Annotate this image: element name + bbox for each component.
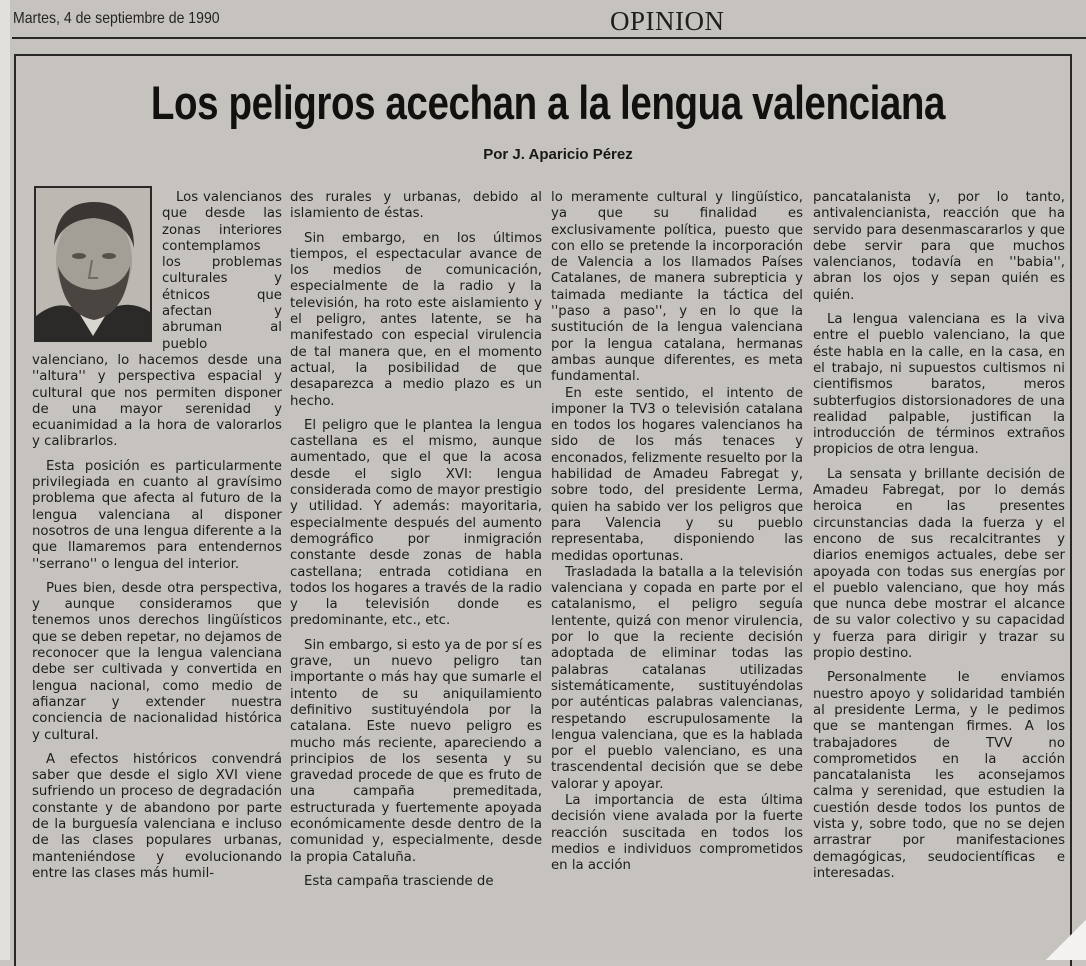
paragraph: A efectos históricos convendrá saber que desde el siglo XVI viene sufriendo un proceso de degradación constante y de abandono por parte de la burguesía valenciana e incluso de las clases populares urbanas, manteniéndose y evolucionando entre las clases más humil- [32,751,282,881]
torn-corner [1046,920,1086,960]
article-column-2 [290,190,542,898]
article-column-1 [32,190,282,890]
paragraph: La lengua valenciana es la viva entre el pueblo valenciano, la que éste habla en la calle, en la casa, en el trabajo, ni supuestos cultismos ni cientifismos baratos, meros subterfugios distorsionadores de una realidad palpable, justifican la introducción de términos extraños propicios de otra lengua. [813,312,1065,458]
dateline: Martes, 4 de septiembre de 1990 [13,10,220,27]
author-portrait-icon [34,186,152,342]
headline: Los peligros acechan a la lengua valenciana [150,76,946,129]
byline: Por J. Aparicio Pérez [483,146,633,163]
paragraph: Sin embargo, en los últimos tiempos, el espectacular avance de los medios de comunicación, especialmente de la radio y la televisión, ha roto este aislamiento y el peligro, antes latente, se ha manifestado con especial virulencia de tal manera que, en el momento actual, la posibilidad de que desaparezca a medio plazo es un hecho. [290,230,542,409]
section-title: OPINION [610,6,725,36]
paragraph: pancatalanista y, por lo tanto, antivalencianista, reacción que ha servido para desenmascararlos y que debe servir para que muchos valencianos, todavía en ''babia'', abran los ojos y sepan quién es quién. [813,190,1065,303]
paragraph: La importancia de esta última decisión viene avalada por la fuerte reacción suscitada en todos los medios e individuos comprometidos en la acción [551,792,803,874]
paragraph: Personalmente le enviamos nuestro apoyo y solidaridad también al presidente Lerma, y le pedimos que se mantengan firmes. A los trabajadores de TVV no comprometidos en la acción pancatalanista les aconsejamos calma y serenidad, que estudien la cuestión desde todos los puntos de vista y, sobre todo, que no se dejen arrastrar por manifestaciones demagógicas, seudocientíficas e interesadas. [813,670,1065,881]
paragraph: En este sentido, el intento de imponer la TV3 o televisión catalana en todos los hogares valencianos ha sido de los más tenaces y enconados, felizmente resuelto por la habilidad de Amadeu Fabregat y, sobre todo, del presidente Lerma, quien ha sabido ver los peligros que para Valencia y su pueblo representaba, disponiendo las medidas oportunas. [551,385,803,564]
paragraph: Sin embargo, si esto ya de por sí es grave, un nuevo peligro tan importante o más hay que sumarle el intento de su aniquilamiento definitivo sustituyéndola por la catalana. Este nuevo peligro es mucho más reciente, apareciendo a principios de los sesenta y su gravedad procede de que es fruto de una campaña premeditada, estructurada y fuertemente apoyada económicamente desde dentro de la comunidad y, especialmente, desde la propia Cataluña. [290,637,542,865]
header-rule [12,37,1086,39]
paragraph: La sensata y brillante decisión de Amadeu Fabregat, por lo demás heroica en las presentes circunstancias dada la fuerza y el encono de sus recalcitrantes y diarios enemigos actuales, debe ser apoyada con todas sus energías por el pueblo valenciano, que hoy más que nunca debe mostrar el alcance de su valor colectivo y su capacidad y fuerza para dirigir y trazar su propio destino. [813,466,1065,662]
paragraph: Los valencianos que desde las zonas interiores contemplamos los problemas culturales y étnicos que afectan y abruman al pueblo valenciano, lo hacemos desde una ''altura'' y perspectiva espacial y cultural que nos permiten disponer de una mayor serenidad y ecuanimidad a la hora de valorarlos y calibrarlos. [32,190,282,450]
paragraph: des rurales y urbanas, debido al islamiento de éstas. [290,190,542,222]
article-column-3 [551,190,803,874]
paragraph: Trasladada la batalla a la televisión valenciana y copada en parte por el catalanismo, el peligro seguía lentente, quizá con menor virulencia, por lo que la reciente decisión adoptada de eliminar todas las palabras catalanas utilizadas sistemáticamente, sustituyéndolas por auténticas palabras valencianas, respetando escrupulosamente la lengua valenciana, que es la hablada por el pueblo valenciano, es una trascendental decisión que se debe valorar y apoyar. [551,564,803,792]
paragraph: Esta posición es particularmente privilegiada en cuanto al gravísimo problema que afecta al futuro de la lengua valenciana al disponer nosotros de una lengua diferente a la que llamaremos para entendernos ''serrano'' o lengua del interior. [32,458,282,572]
article-column-4 [813,190,1065,890]
newspaper-page [10,0,1086,960]
paragraph: Esta campaña trasciende de [304,873,494,889]
paragraph: Pues bien, desde otra perspectiva, y aunque consideramos que tenemos unos derechos lingüísticos que se deben repetar, no dejamos de reconocer que la lengua valenciana debe ser cultivada y convertida en lengua nacional, como medio de afianzar y extender nuestra conciencia de nacionalidad histórica y cultural. [32,580,282,743]
paragraph: lo meramente cultural y lingüístico, ya que su finalidad es exclusivamente política, puesto que con ello se pretende la incorporación de Valencia a los llamados Países Catalanes, de manera subrepticia y taimada mediante la táctica del ''paso a paso'', y en lo que la sustitución de la lengua valenciana por la lengua catalana, hermanas ambas aunque diferentes, es meta fundamental. [551,190,803,385]
paragraph: El peligro que le plantea la lengua castellana es el mismo, aunque aumentado, que el que la acosa desde el siglo XVI: lengua considerada como de mayor prestigio y utilidad. Y además: mayoritaria, especialmente después del aumento demográfico por inmigración constante desde zonas de habla castellana; entrada cotidiana en todos los hogares a través de la radio y la televisión donde es predominante, etc., etc. [290,417,542,629]
scan-margin [0,0,10,960]
